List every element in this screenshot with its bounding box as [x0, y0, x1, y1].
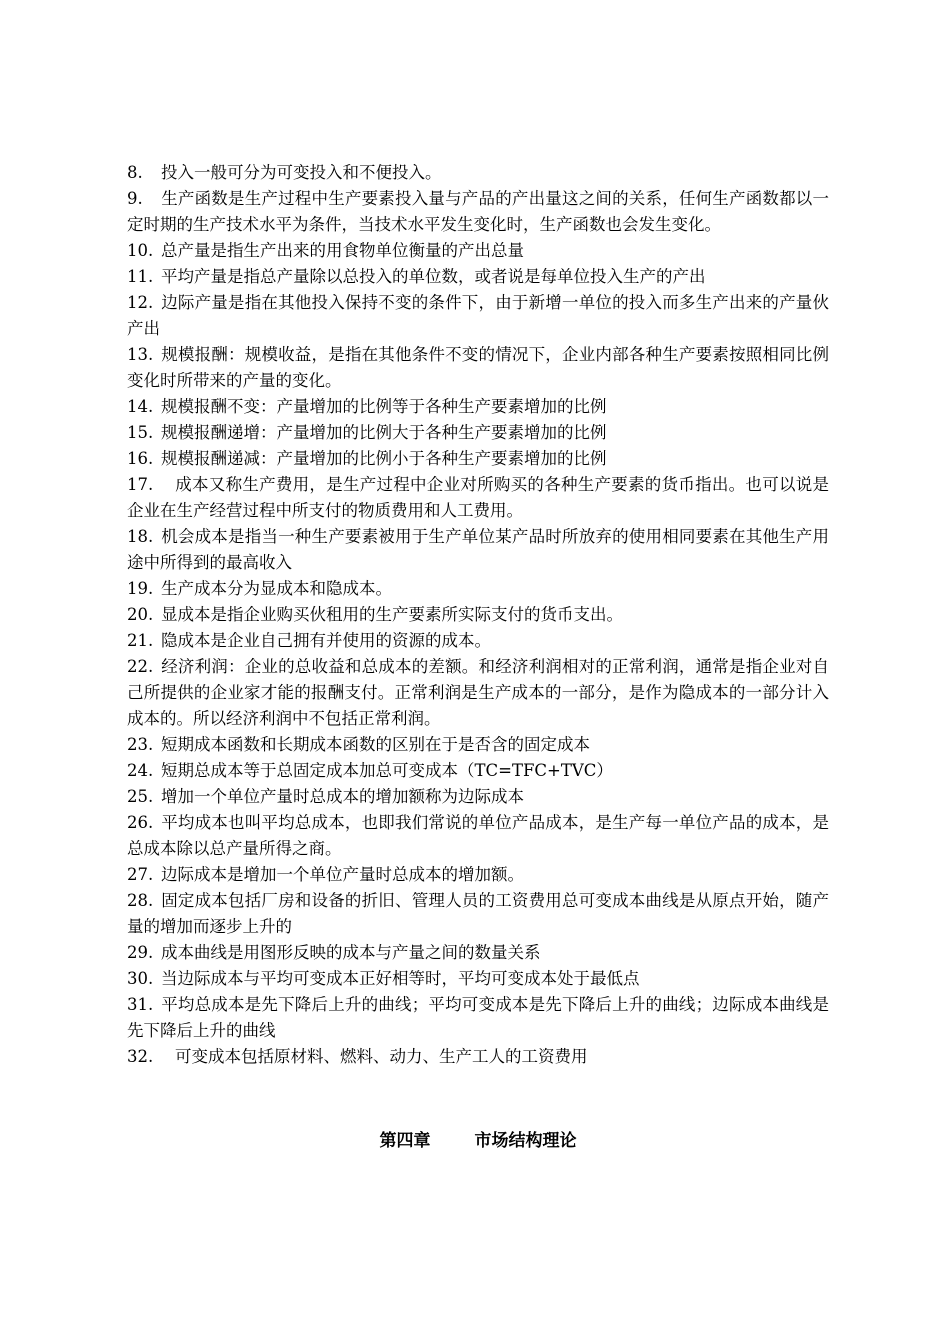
chapter-title: 市场结构理论 — [474, 1131, 577, 1151]
item-text: 平均总成本是先下降后上升的曲线；平均可变成本是先下降后上升的曲线；边际成本曲线是先下降后上升的曲线 — [127, 995, 829, 1040]
chapter-heading — [127, 1128, 829, 1154]
item-number: 10. — [127, 241, 154, 260]
item-text: 总产量是指生产出来的用食物单位衡量的产出总量 — [161, 241, 524, 260]
list-item — [127, 784, 829, 810]
item-number: 13. — [127, 345, 154, 364]
item-number: 18. — [127, 527, 154, 546]
item-text: 投入一般可分为可变投入和不便投入。 — [161, 163, 442, 182]
list-item — [127, 446, 829, 472]
item-number: 19. — [127, 579, 154, 598]
item-number: 14. — [127, 397, 154, 416]
list-item — [127, 1044, 829, 1070]
item-number: 12. — [127, 293, 154, 312]
item-number: 21. — [127, 631, 154, 650]
item-number: 24. — [127, 761, 154, 780]
list-item — [127, 810, 829, 862]
list-item — [127, 732, 829, 758]
item-text: 短期总成本等于总固定成本加总可变成本（TC=TFC+TVC） — [161, 761, 613, 780]
item-number: 11. — [127, 267, 154, 286]
item-number: 28. — [127, 891, 154, 910]
item-text: 成本曲线是用图形反映的成本与产量之间的数量关系 — [161, 943, 541, 962]
item-text: 平均成本也叫平均总成本，也即我们常说的单位产品成本，是生产每一单位产品的成本，是总成本除以总产量所得之商。 — [127, 813, 829, 858]
list-item — [127, 160, 829, 186]
item-number: 25. — [127, 787, 154, 806]
item-number: 20. — [127, 605, 154, 624]
item-number: 32. — [127, 1047, 154, 1066]
item-text: 机会成本是指当一种生产要素被用于生产单位某产品时所放弃的使用相同要素在其他生产用途中所得到的最高收入 — [127, 527, 829, 572]
item-number: 29. — [127, 943, 154, 962]
item-text: 规模报酬不变：产量增加的比例等于各种生产要素增加的比例 — [161, 397, 607, 416]
item-text: 经济利润：企业的总收益和总成本的差额。和经济利润相对的正常利润，通常是指企业对自己所提供的企业家才能的报酬支付。正常利润是生产成本的一部分，是作为隐成本的一部分计入成本的。所以经济利润中不包括正常利润。 — [127, 657, 829, 728]
list-item — [127, 186, 829, 238]
list-item — [127, 342, 829, 394]
item-text: 边际成本是增加一个单位产量时总成本的增加额。 — [161, 865, 524, 884]
item-text: 显成本是指企业购买伙租用的生产要素所实际支付的货币支出。 — [161, 605, 623, 624]
list-item — [127, 966, 829, 992]
list-item — [127, 238, 829, 264]
list-item — [127, 758, 829, 784]
item-number: 17. — [127, 475, 154, 494]
list-item — [127, 888, 829, 940]
list-item — [127, 290, 829, 342]
item-text: 规模报酬递增：产量增加的比例大于各种生产要素增加的比例 — [161, 423, 607, 442]
item-number: 16. — [127, 449, 154, 468]
list-item — [127, 940, 829, 966]
item-number: 15. — [127, 423, 154, 442]
item-number: 27. — [127, 865, 154, 884]
document-page — [127, 160, 829, 1151]
item-text: 生产函数是生产过程中生产要素投入量与产品的产出量这之间的关系，任何生产函数都以一定时期的生产技术水平为条件，当技术水平发生变化时，生产函数也会发生变化。 — [127, 189, 829, 234]
item-text: 固定成本包括厂房和设备的折旧、管理人员的工资费用总可变成本曲线是从原点开始，随产量的增加而逐步上升的 — [127, 891, 829, 936]
item-text: 短期成本函数和长期成本函数的区别在于是否含的固定成本 — [161, 735, 590, 754]
list-item — [127, 264, 829, 290]
item-text: 增加一个单位产量时总成本的增加额称为边际成本 — [161, 787, 524, 806]
list-item — [127, 628, 829, 654]
item-text: 隐成本是企业自己拥有并使用的资源的成本。 — [161, 631, 491, 650]
item-text: 平均产量是指总产量除以总投入的单位数，或者说是每单位投入生产的产出 — [161, 267, 706, 286]
item-number: 30. — [127, 969, 154, 988]
item-text: 当边际成本与平均可变成本正好相等时，平均可变成本处于最低点 — [161, 969, 640, 988]
list-item — [127, 394, 829, 420]
list-item — [127, 862, 829, 888]
list-item — [127, 602, 829, 628]
item-number: 9. — [127, 189, 143, 208]
item-text: 生产成本分为显成本和隐成本。 — [161, 579, 392, 598]
item-text: 规模报酬：规模收益，是指在其他条件不变的情况下，企业内部各种生产要素按照相同比例变化时所带来的产量的变化。 — [127, 345, 829, 390]
item-number: 31. — [127, 995, 154, 1014]
item-text: 成本又称生产费用，是生产过程中企业对所购买的各种生产要素的货币指出。也可以说是企业在生产经营过程中所支付的物质费用和人工费用。 — [127, 475, 829, 520]
item-number: 22. — [127, 657, 154, 676]
item-text: 规模报酬递减：产量增加的比例小于各种生产要素增加的比例 — [161, 449, 607, 468]
list-item — [127, 524, 829, 576]
item-number: 23. — [127, 735, 154, 754]
item-number: 8. — [127, 163, 143, 182]
list-item — [127, 992, 829, 1044]
numbered-list — [127, 160, 829, 1070]
item-text: 边际产量是指在其他投入保持不变的条件下，由于新增一单位的投入而多生产出来的产量伙产出 — [127, 293, 829, 338]
list-item — [127, 576, 829, 602]
list-item — [127, 472, 829, 524]
chapter-number: 第四章 — [379, 1131, 431, 1151]
list-item — [127, 654, 829, 732]
list-item — [127, 420, 829, 446]
item-number: 26. — [127, 813, 154, 832]
item-text: 可变成本包括原材料、燃料、动力、生产工人的工资费用 — [175, 1047, 588, 1066]
